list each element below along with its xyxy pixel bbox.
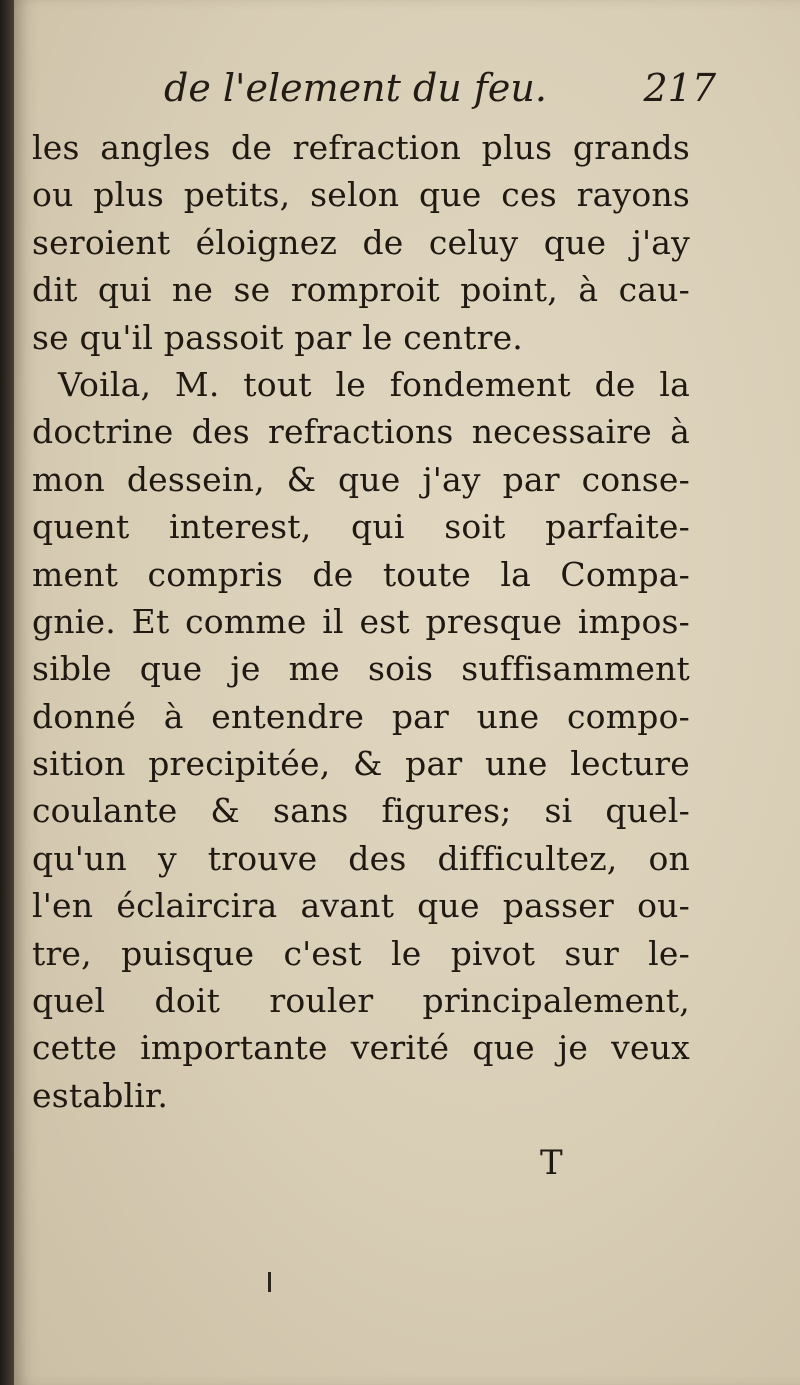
catchword: T bbox=[540, 1143, 563, 1183]
text-line: sible que je me sois suffisamment bbox=[32, 649, 690, 689]
text-line: quel doit rouler principalement, bbox=[32, 981, 690, 1021]
text-line: donné à entendre par une compo- bbox=[32, 696, 690, 736]
body-text bbox=[32, 124, 690, 1119]
book-spine-shadow bbox=[0, 0, 14, 1385]
text-line: se qu'il passoit par le centre. bbox=[32, 317, 524, 357]
text-line: dit qui ne se romproit point, à cau- bbox=[32, 270, 690, 310]
text-line: coulante & sans figures; si quel- bbox=[32, 791, 690, 831]
text-line: quent interest, qui soit parfaite- bbox=[32, 507, 690, 547]
text-line: ment compris de toute la Compa- bbox=[32, 554, 690, 594]
text-line: seroient éloignez de celuy que j'ay bbox=[32, 222, 690, 262]
text-line: sition precipitée, & par une lecture bbox=[32, 744, 690, 784]
text-line: cette importante verité que je veux bbox=[32, 1028, 690, 1068]
text-line: qu'un y trouve des difficultez, on bbox=[32, 838, 690, 878]
text-line: l'en éclaircira avant que passer ou- bbox=[32, 886, 690, 926]
ink-mark bbox=[268, 1272, 271, 1292]
text-line: ou plus petits, selon que ces rayons bbox=[32, 175, 690, 215]
text-line: les angles de refraction plus grands bbox=[32, 128, 690, 167]
page-header bbox=[164, 58, 716, 118]
text-line: tre, puisque c'est le pivot sur le- bbox=[32, 933, 690, 973]
text-line: establir. bbox=[32, 1075, 169, 1115]
text-line: gnie. Et comme il est presque impos- bbox=[32, 601, 690, 641]
page-number: 217 bbox=[643, 66, 716, 110]
text-line: mon dessein, & que j'ay par conse- bbox=[32, 459, 690, 499]
text-line: Voila, M. tout le fondement de la bbox=[58, 364, 690, 404]
running-title: de l'element du feu. bbox=[164, 66, 547, 110]
text-line: doctrine des refractions necessaire à bbox=[32, 412, 690, 452]
